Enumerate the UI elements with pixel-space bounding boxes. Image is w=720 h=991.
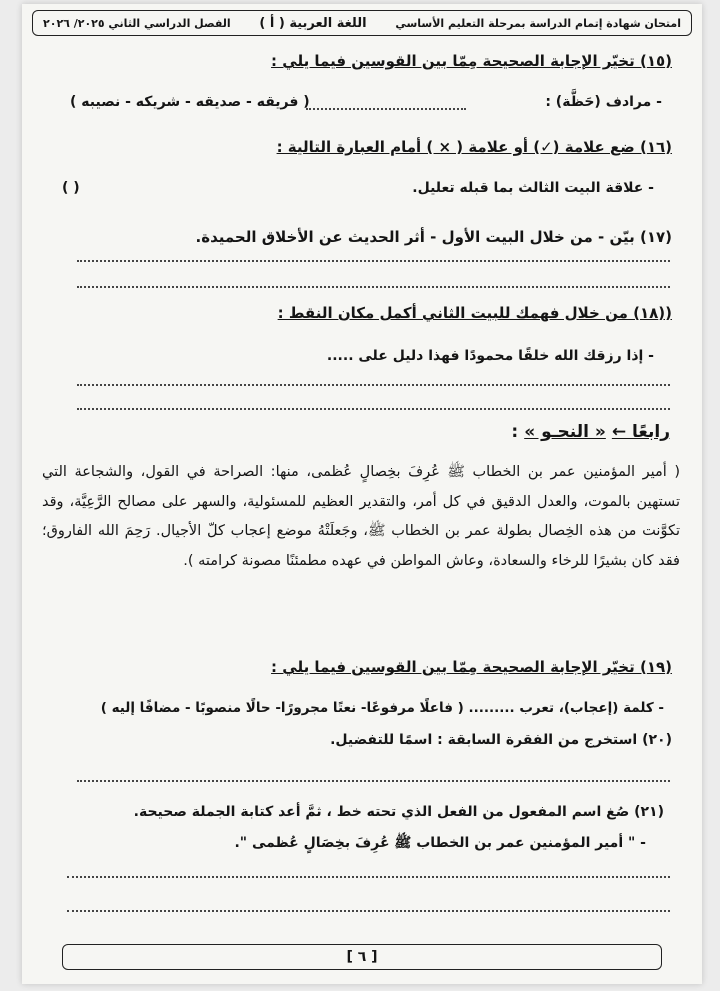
answer-line-21b bbox=[67, 910, 670, 912]
question-16-statement: - علاقة البيت الثالث بما قبله تعليل. bbox=[412, 180, 654, 196]
term-label: الفصل الدراسي الثاني ٢٠٢٥/ ٢٠٢٦ bbox=[43, 16, 231, 30]
question-21-sentence: - " أمير المؤمنين عمر بن الخطاب ﷺ عُرِفَ بخِصَالٍ عُظمى ". bbox=[234, 835, 646, 851]
section-grammar-heading bbox=[511, 422, 670, 442]
page-number-box bbox=[62, 944, 662, 970]
page-number: [ ٦ ] bbox=[346, 949, 378, 965]
answer-line-17a bbox=[77, 260, 670, 262]
question-15-options: ( فريقه - صديقه - شريكه - نصيبه ) bbox=[70, 94, 310, 110]
question-19-prompt: - كلمة (إعجاب)، تعرب ......... bbox=[468, 700, 664, 716]
question-20-title: (٢٠) استخرج من الفقرة السابقة : اسمًا للتفضيل. bbox=[330, 732, 672, 748]
question-15-title: (١٥) تخيّر الإجابة الصحيحة مِمّا بين القوسين فيما يلي : bbox=[271, 52, 672, 70]
exam-sheet bbox=[22, 4, 702, 984]
question-19-title: (١٩) تخيّر الإجابة الصحيحة مِمّا بين القوسين فيما يلي : bbox=[271, 658, 672, 676]
answer-line-21a bbox=[67, 876, 670, 878]
answer-line-17b bbox=[77, 286, 670, 288]
answer-line-20 bbox=[77, 780, 670, 782]
answer-box-16: ( ) bbox=[62, 180, 80, 196]
exam-header bbox=[32, 10, 692, 36]
question-18-title: ((١٨) من خلال فهمك للبيت الثاني أكمل مكان النقط : bbox=[277, 304, 672, 322]
subject-title: اللغة العربية ( أ ) bbox=[259, 15, 367, 31]
grammar-passage: ( أمير المؤمنين عمر بن الخطاب ﷺ عُرِفَ بخِصالٍ عُظمى، منها: الصراحة في القول، والشجاعة التي تستهين بالموت، والعدل الدقيق في كل أمر، والتقدير العظيم للمسئولية، والسهر على مصالح الرَّعِيَّة، وقد تكوَّنت من هذه الخِصال بطولة عمر بن الخطاب ﷺ، وجَعلَتْهُ موضع إعجاب كلّ الأجيال. رَحِمَ الله الفاروق؛ فقد كان بشيرًا للرخاء والسعادة، وعاش المواطن في عهده مطمئنًا مصونة كرامته ). bbox=[42, 464, 680, 569]
section-colon: : bbox=[511, 422, 519, 442]
question-19-item bbox=[52, 700, 664, 716]
question-21-title: (٢١) صُغ اسم المفعول من الفعل الذي تحته خط ، ثمَّ أعد كتابة الجملة صحيحة. bbox=[133, 804, 664, 820]
answer-line-15 bbox=[306, 108, 466, 110]
question-17-title: (١٧) بيّن - من خلال البيت الأول - أثر الحديث عن الأخلاق الحميدة. bbox=[195, 228, 672, 246]
answer-line-18b bbox=[77, 408, 670, 410]
section-title: « النحـو » bbox=[524, 422, 606, 442]
exam-title: امتحان شهادة إتمام الدراسة بمرحلة التعليم الأساسي bbox=[395, 16, 681, 30]
section-label: رابعًا ← bbox=[611, 422, 670, 442]
question-18-statement: - إذا رزقك الله خلقًا محمودًا فهذا دليل على ..... bbox=[326, 348, 654, 364]
answer-line-18a bbox=[77, 384, 670, 386]
question-19-options: ( فاعلًا مرفوعًا- نعتًا مجرورًا- حالًا منصوبًا - مضافًا إليه ) bbox=[100, 700, 464, 716]
question-16-title: (١٦) ضع علامة (✓) أو علامة ( × ) أمام العبارة التالية : bbox=[276, 138, 672, 156]
question-15-item: - مرادف (حَظَّة) : bbox=[545, 94, 662, 110]
